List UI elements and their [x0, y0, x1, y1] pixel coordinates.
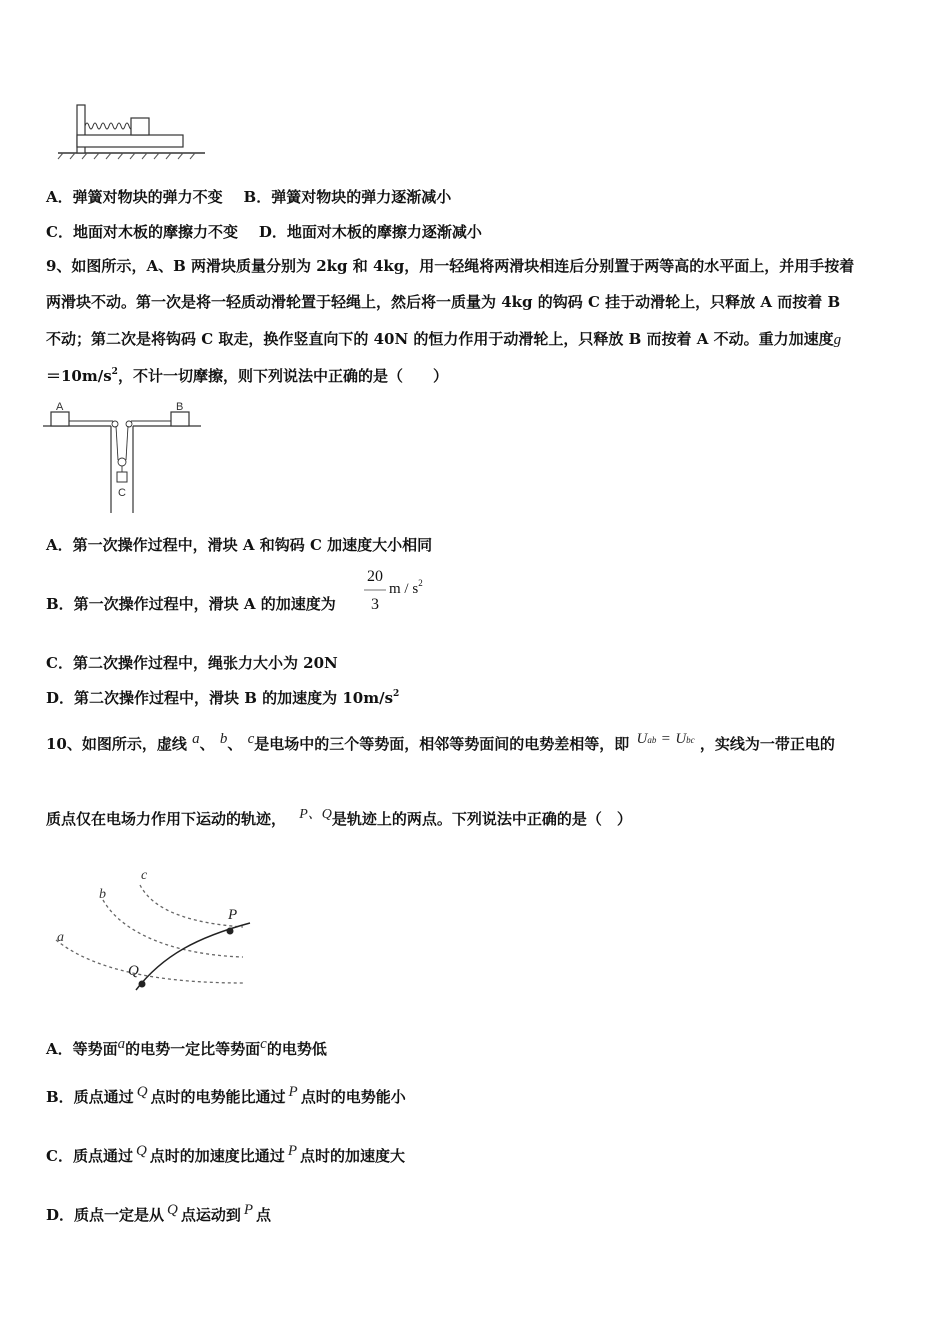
acceleration-unit	[389, 578, 423, 598]
spring-block-figure	[55, 95, 215, 165]
q8-option-b[interactable]: B．弹簧对物块的弹力逐渐减小	[243, 188, 452, 206]
label-a: a	[57, 930, 64, 945]
gravity-exponent: 2	[111, 367, 118, 377]
gravity-value: ＝10m/s	[46, 367, 112, 385]
equals-sign: =	[661, 731, 671, 747]
q9-stem-line2: 两滑块不动。第一次是将一轻质动滑轮置于轻绳上，然后将一质量为 4kg 的钩码 C 挂于动滑轮上，只释放 A 而按着 B	[46, 293, 841, 311]
voltage-bc-subscript: bc	[686, 735, 695, 745]
q10-option-b-symbol-q: Q	[136, 1084, 148, 1100]
q8-option-d[interactable]: D．地面对木板的摩擦力逐渐减小	[258, 223, 482, 241]
q9-option-a[interactable]: A．第一次操作过程中，滑块 A 和钩码 C 加速度大小相同	[46, 536, 433, 554]
q10-option-d-text-2: 点运动到	[180, 1206, 241, 1224]
voltage-ab-subscript: ab	[647, 735, 657, 745]
q10-option-a-symbol-c: c	[260, 1036, 267, 1052]
q10-option-d-symbol-q: Q	[167, 1202, 178, 1218]
q10-option-d-text-3: 点	[256, 1206, 272, 1224]
pulley-label-c: C	[118, 487, 126, 499]
q9-stem-question: ，不计一切摩擦，则下列说法中正确的是（ ）	[117, 367, 448, 385]
acceleration-unit-text: m / s	[389, 581, 419, 597]
label-b: b	[99, 887, 106, 902]
q10-option-a-text-1: A．等势面	[46, 1040, 118, 1058]
pulley-label-a: A	[56, 401, 64, 413]
voltage-bc-symbol: U	[675, 731, 687, 747]
q10-option-c-text-1: C．质点通过	[46, 1147, 133, 1165]
q10-option-b-text-2: 点时的电势能比通过	[150, 1088, 286, 1106]
symbol-b: b	[219, 731, 228, 747]
q8-option-a[interactable]: A．弹簧对物块的弹力不变	[46, 188, 223, 206]
separator-1: 、	[199, 735, 215, 753]
q10-option-c-text-2: 点时的加速度比通过	[149, 1147, 285, 1165]
q10-stem-end: ，实线为一带正电的	[699, 735, 835, 753]
q10-stem-middle: 是电场中的三个等势面，相邻等势面间的电势差相等，即	[254, 735, 630, 753]
q10-stem-line1	[46, 731, 835, 756]
label-c: c	[141, 868, 148, 883]
q9-option-d-text: D．第二次操作过程中，滑块 B 的加速度为 10m/s	[46, 689, 394, 707]
q10-option-a[interactable]	[46, 1036, 327, 1060]
label-q: Q	[128, 963, 139, 979]
symbol-a: a	[192, 731, 200, 747]
fraction-numerator: 20	[367, 568, 383, 585]
voltage-ab	[637, 731, 657, 747]
q10-option-b-symbol-p: P	[288, 1084, 298, 1100]
q9-stem-line4	[46, 366, 448, 389]
q10-option-b-text-1: B．质点通过	[46, 1088, 134, 1106]
q8-options-row1	[46, 187, 451, 207]
q10-option-d-symbol-p: P	[243, 1202, 254, 1218]
symbol-c: c	[247, 731, 255, 747]
voltage-bc	[675, 731, 694, 747]
q10-option-c-symbol-p: P	[287, 1143, 297, 1159]
q9-option-c[interactable]: C．第二次操作过程中，绳张力大小为 20N	[46, 654, 338, 672]
q10-option-a-text-3: 的电势低	[266, 1040, 327, 1058]
label-p: P	[228, 907, 238, 923]
q10-option-c[interactable]	[46, 1143, 405, 1167]
q10-option-d[interactable]	[46, 1202, 272, 1226]
q8-options-row2	[46, 222, 482, 242]
q8-option-c[interactable]: C．地面对木板的摩擦力不变	[46, 223, 238, 241]
q10-option-a-symbol-a: a	[117, 1036, 126, 1052]
gravity-symbol: g	[833, 332, 842, 348]
q9-option-b[interactable]	[46, 594, 336, 614]
q9-option-d[interactable]	[46, 688, 399, 711]
q10-option-a-text-2: 的电势一定比等势面	[125, 1040, 261, 1058]
q10-option-c-symbol-q: Q	[135, 1143, 147, 1159]
separator-2: 、	[227, 735, 243, 753]
q9-option-b-text: B．第一次操作过程中，滑块 A 的加速度为	[46, 595, 336, 613]
q10-option-b-text-3: 点时的电势能小	[300, 1088, 406, 1106]
equipotential-figure	[48, 865, 258, 995]
acceleration-unit-exponent: 2	[418, 578, 423, 588]
q10-stem-line2-text: 质点仅在电场力作用下运动的轨迹，	[46, 810, 287, 828]
q10-option-c-text-3: 点时的加速度大	[299, 1147, 405, 1165]
q10-stem-intro: 10、如图所示，虚线	[46, 735, 187, 753]
pulley-figure	[43, 398, 213, 518]
q10-option-b[interactable]	[46, 1084, 406, 1108]
q9-stem-line3	[46, 329, 841, 350]
q10-stem-line2	[46, 809, 632, 831]
pulley-label-b: B	[176, 401, 184, 413]
q10-option-d-text-1: D．质点一定是从	[46, 1206, 165, 1224]
symbol-pq: P、Q	[299, 807, 332, 822]
q9-option-d-exponent: 2	[393, 689, 400, 699]
voltage-ab-symbol: U	[636, 731, 648, 747]
fraction-bar	[364, 589, 386, 591]
q9-stem-line1: 9、如图所示，A、B 两滑块质量分别为 2kg 和 4kg，用一轻绳将两滑块相连后分别置于两等高的水平面上，并用手按着	[46, 257, 855, 275]
q9-stem-line3-text: 不动；第二次是将钩码 C 取走，换作竖直向下的 40N 的恒力作用于动滑轮上，只释放 B 而按着 A 不动。重力加速度	[46, 330, 834, 348]
fraction-denominator: 3	[371, 596, 379, 613]
q10-stem-question: 是轨迹上的两点。下列说法中正确的是（ ）	[331, 810, 632, 828]
